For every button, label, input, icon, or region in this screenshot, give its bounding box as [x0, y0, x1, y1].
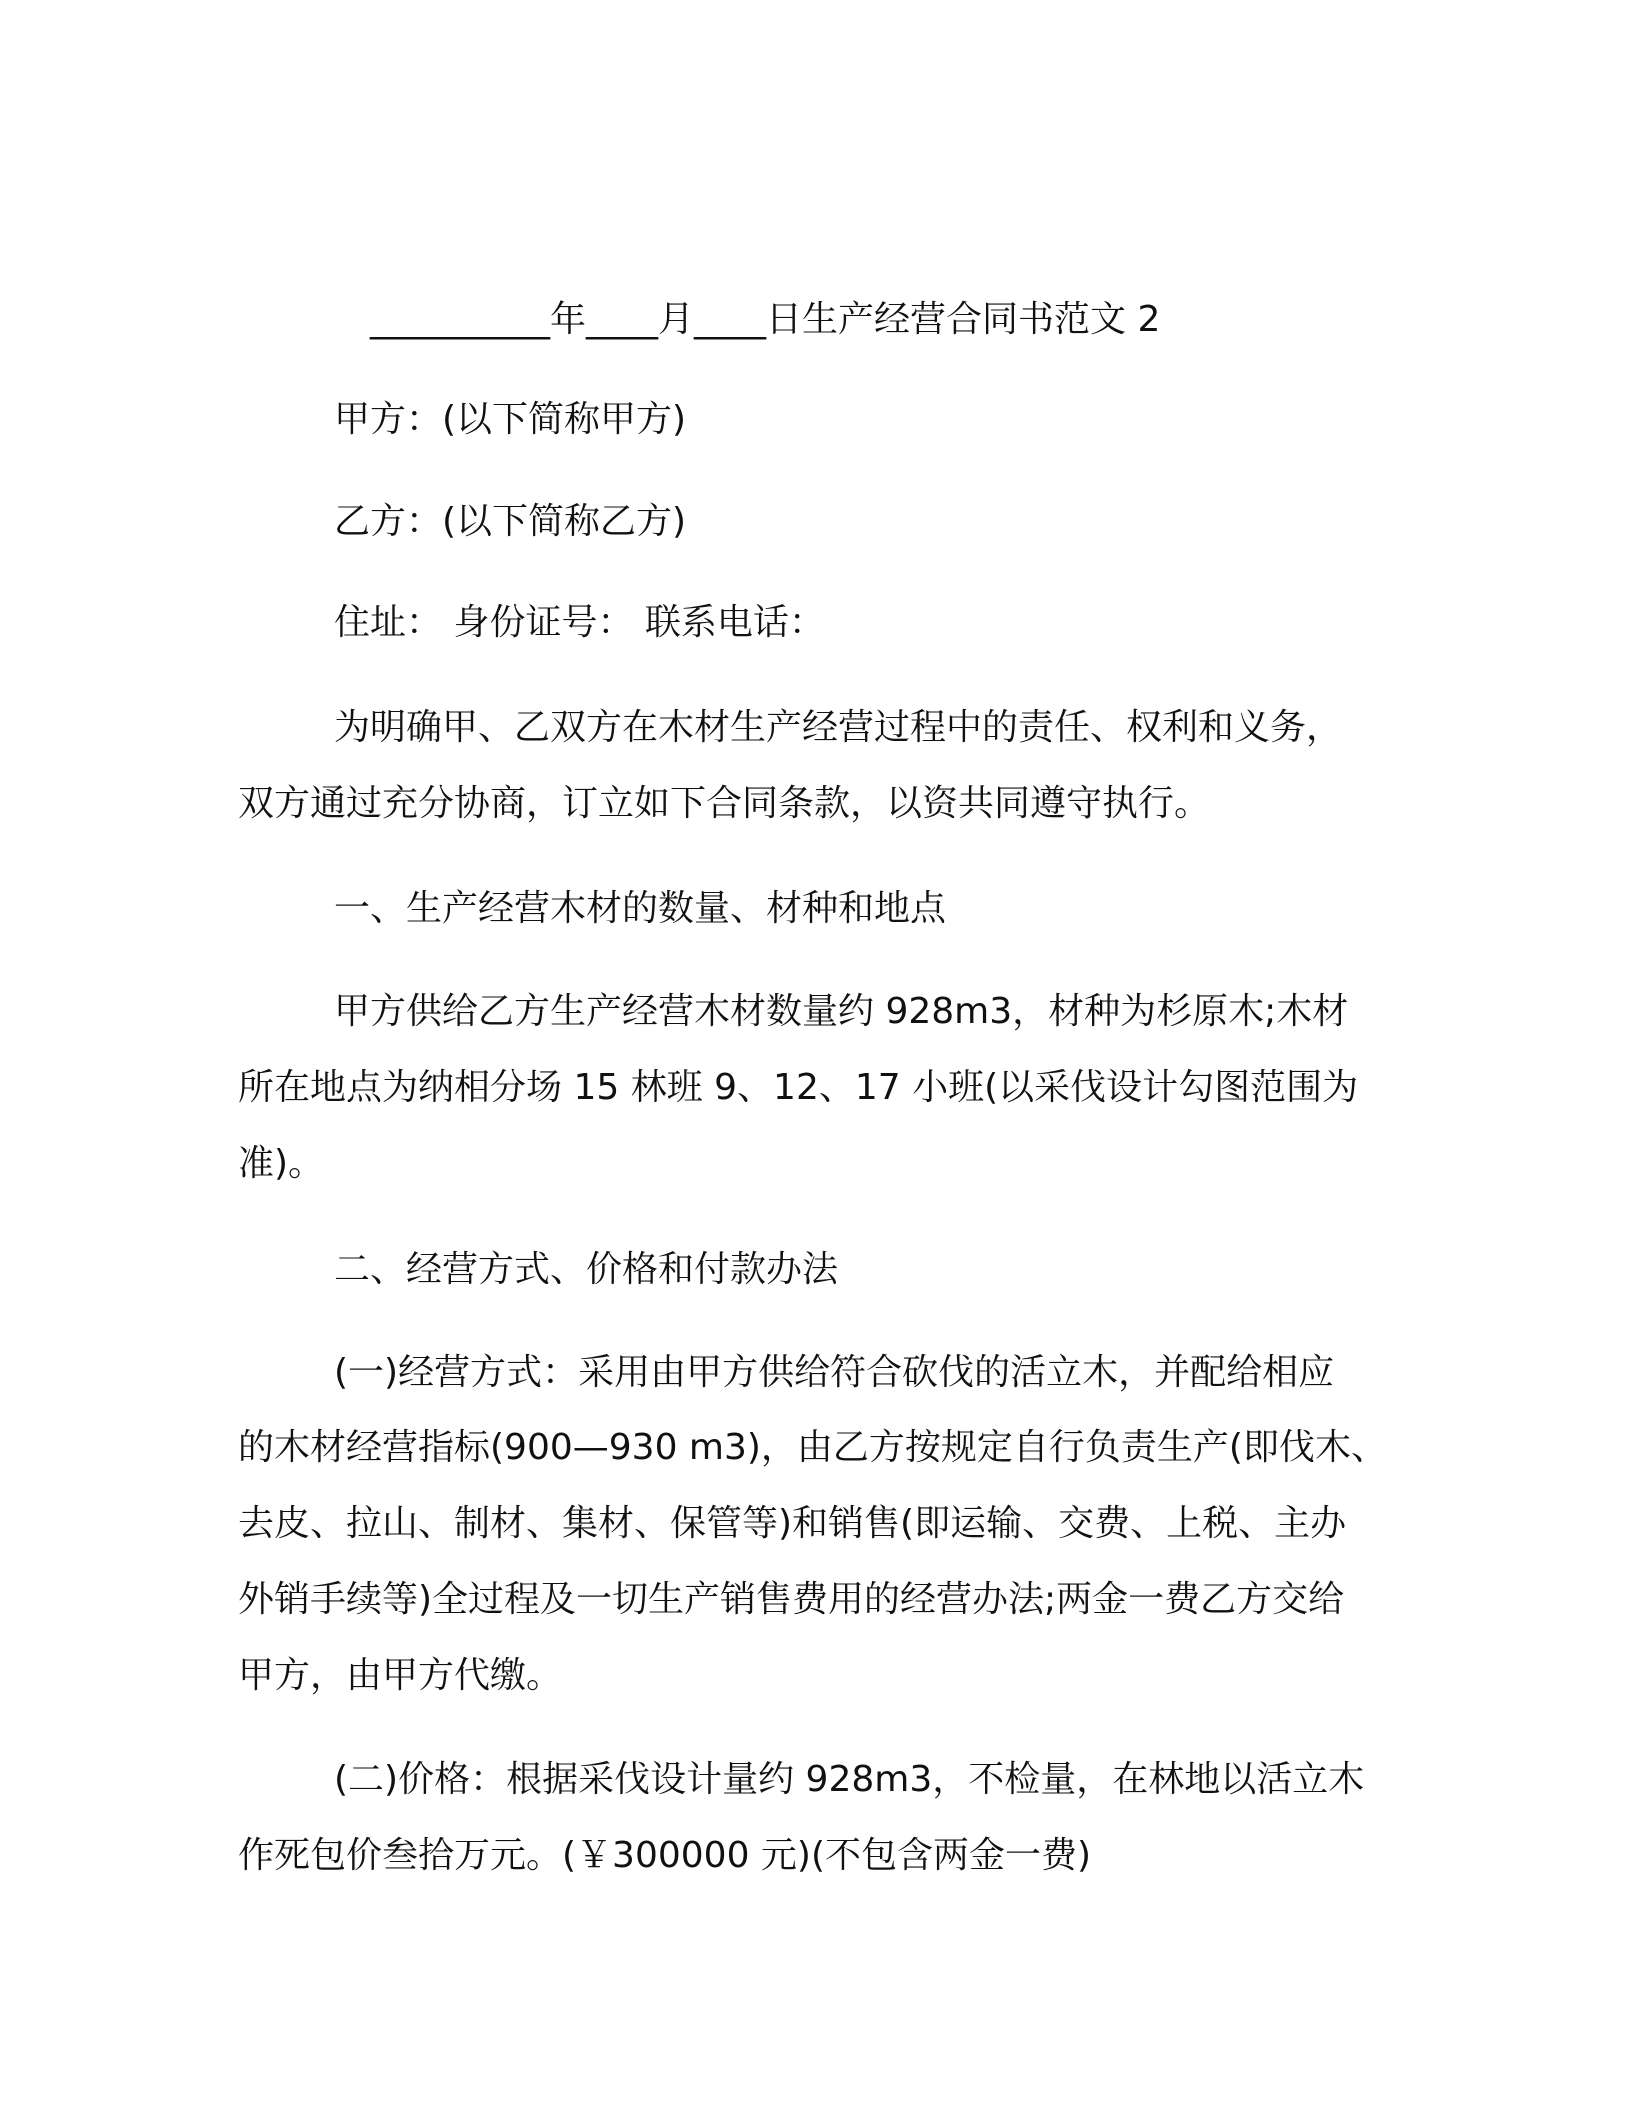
section2-item1-line-5: 甲方，由甲方代缴。: [238, 1655, 563, 1696]
section2-item1-line-1: (一)经营方式：采用由甲方供给符合砍伐的活立木，并配给相应: [334, 1352, 1335, 1393]
section2-item2-line-2: 作死包价叁拾万元。(￥300000 元)(不包含两金一费): [238, 1835, 1092, 1876]
section2-item1-line-3: 去皮、拉山、制材、集材、保管等)和销售(即运输、交费、上税、主办: [238, 1503, 1347, 1544]
address-line: 住址： 身份证号： 联系电话：: [334, 602, 825, 643]
section2-item1-line-4: 外销手续等)全过程及一切生产销售费用的经营办法;两金一费乙方交给: [238, 1579, 1345, 1620]
party-a-line: 甲方：(以下简称甲方): [334, 399, 687, 440]
section1-line-3: 准)。: [238, 1143, 325, 1184]
section2-item2-line-1: (二)价格：根据采伐设计量约 928m3，不检量，在林地以活立木: [334, 1759, 1365, 1800]
section1-heading: 一、生产经营木材的数量、材种和地点: [334, 888, 947, 929]
intro-line-1: 为明确甲、乙双方在木材生产经营过程中的责任、权利和义务，: [334, 707, 1343, 748]
document-title: __________年____月____日生产经营合同书范文 2: [370, 299, 1161, 340]
party-b-line: 乙方：(以下简称乙方): [334, 501, 687, 542]
section1-line-1: 甲方供给乙方生产经营木材数量约 928m3，材种为杉原木;木材: [334, 991, 1349, 1032]
section2-heading: 二、经营方式、价格和付款办法: [334, 1249, 839, 1290]
section1-line-2: 所在地点为纳相分场 15 林班 9、12、17 小班(以采伐设计勾图范围为: [238, 1067, 1359, 1108]
section2-item1-line-2: 的木材经营指标(900—930 m3)，由乙方按规定自行负责生产(即伐木、: [238, 1427, 1387, 1468]
intro-line-2: 双方通过充分协商，订立如下合同条款，以资共同遵守执行。: [238, 783, 1211, 824]
